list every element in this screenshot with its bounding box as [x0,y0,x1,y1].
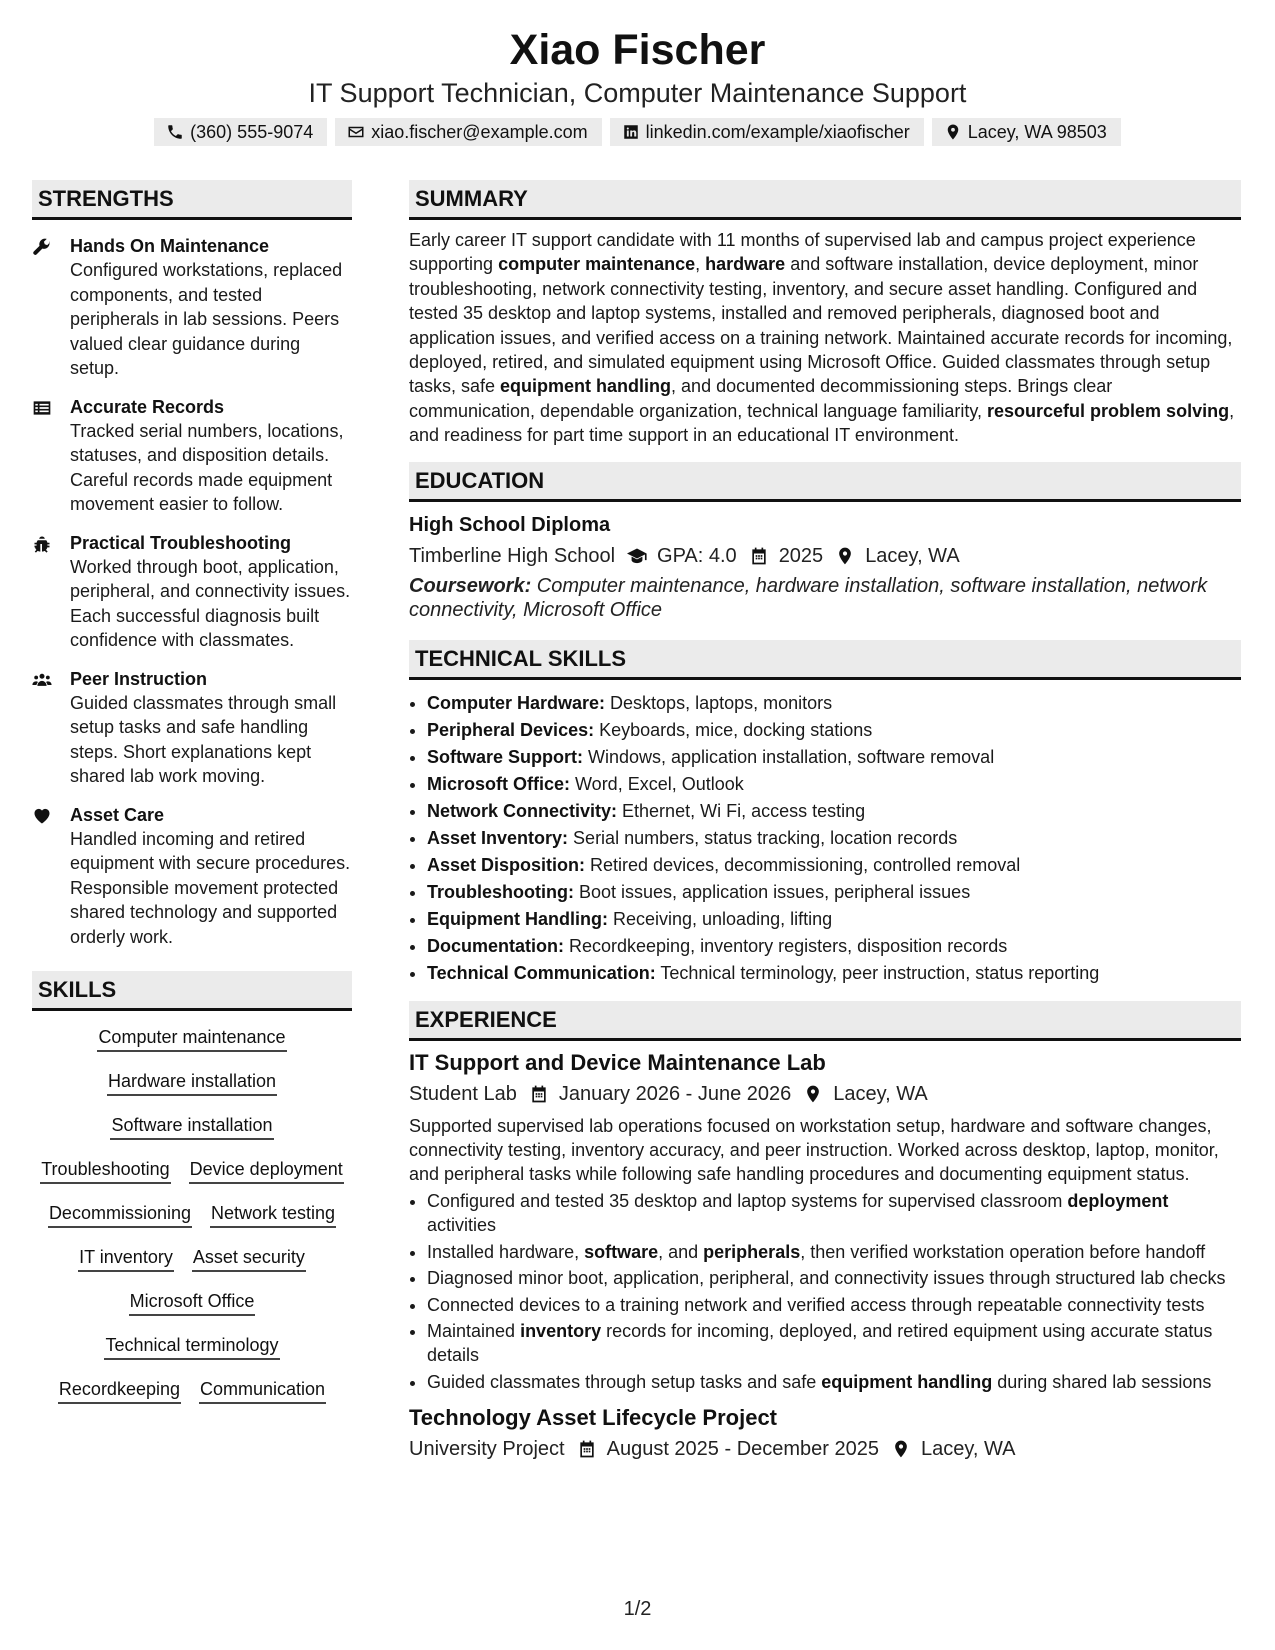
strength-item [32,531,352,653]
technical-skill-item [427,798,1241,825]
skill-tag: Computer maintenance [97,1025,286,1052]
text-segment: Early career IT support candidate with 11 months of supervised lab and campus project experience supporting [409,230,1196,275]
technical-skill-value: Boot issues, application issues, peripheral issues [573,881,971,902]
bold-keyword: peripherals [703,1241,801,1262]
technical-skill-value: Keyboards, mice, docking stations [594,719,873,740]
skill-tag: Software installation [110,1113,273,1140]
envelope-icon [347,123,365,141]
text-segment: Maintained [427,1320,521,1341]
job-meta [409,1080,1241,1108]
technical-skill-value: Technical terminology, peer instruction, status reporting [655,962,1100,983]
technical-skill-item [427,906,1241,933]
strength-item [32,395,352,517]
job-bullet [427,1293,1241,1317]
strength-title: Asset Care [70,804,165,825]
technical-skill-label: Technical Communication: [427,962,656,983]
calendar-icon [529,1084,549,1104]
contact-email-text: xiao.fischer@example.com [371,122,588,142]
text-segment: Installed hardware, [427,1241,585,1262]
candidate-name: Xiao Fischer [509,26,766,74]
job-org: University Project [409,1438,565,1461]
education-meta [409,542,1241,570]
job-dates: January 2026 - June 2026 [558,1082,792,1105]
graduation-year: 2025 [778,544,824,567]
technical-skill-label: Equipment Handling: [427,908,608,929]
linkedin-icon [622,123,640,141]
summary-heading: SUMMARY [409,180,1241,220]
job-org: Student Lab [409,1082,517,1105]
coursework [409,574,1241,622]
skill-tag: Asset security [192,1245,306,1272]
text-segment: records for incoming, deployed, and retired equipment using accurate status details [427,1320,1213,1366]
technical-skill-item [427,771,1241,798]
contact-phone[interactable] [154,118,327,146]
skill-tag: Device deployment [189,1157,344,1184]
strength-title: Peer Instruction [70,668,208,689]
coursework-list: Computer maintenance, hardware installation, software installation, network connectivity, Microsoft Office [409,574,1208,621]
job-bullets [409,1189,1241,1394]
job-bullet [427,1319,1241,1368]
technical-skill-value: Desktops, laptops, monitors [605,692,833,713]
job-bullet [427,1240,1241,1264]
text-segment: Diagnosed minor boot, application, peripheral, and connectivity issues through structured lab checks [427,1268,1226,1289]
technical-skill-item [427,852,1241,879]
page-number: 1/2 [623,1598,652,1620]
text-segment: , [695,254,706,275]
technical-skill-value: Receiving, unloading, lifting [607,908,833,929]
text-segment: activities [427,1215,497,1236]
technical-skill-label: Peripheral Devices: [427,719,595,740]
strength-desc: Handled incoming and retired equipment with secure procedures. Responsible movement protected shared technology and supported orderly work. [70,828,351,947]
bold-keyword: resourceful problem solving [987,400,1230,421]
skill-tag: Communication [199,1377,326,1404]
technical-skill-item [427,933,1241,960]
strength-title: Accurate Records [70,396,225,417]
text-segment: Configured and tested 35 desktop and laptop systems for supervised classroom [427,1190,1068,1211]
users-icon [32,670,52,690]
bold-keyword: equipment handling [821,1371,993,1392]
text-segment: , and documented decommissioning steps. Brings clear communication, dependable organization, technical language familiarity, [409,376,1113,421]
technical-skill-item [427,690,1241,717]
technical-skill-value: Ethernet, Wi Fi, access testing [617,800,866,821]
technical-skill-label: Computer Hardware: [427,692,606,713]
technical-skill-label: Microsoft Office: [427,773,571,794]
bold-keyword: inventory [520,1320,602,1341]
heart-icon [32,806,52,826]
job-entry [409,1049,1241,1394]
skill-tag: Hardware installation [107,1069,277,1096]
technical-skill-item [427,879,1241,906]
calendar-icon [749,546,769,566]
strength-title: Hands On Maintenance [70,236,270,256]
text-segment: , then verified workstation operation before handoff [800,1241,1206,1262]
technical-skill-label: Software Support: [427,746,583,767]
contact-bar [0,118,1275,146]
left-column [32,180,352,1404]
technical-skill-label: Network Connectivity: [427,800,618,821]
experience-heading: EXPERIENCE [409,1001,1241,1041]
right-column [409,180,1241,1463]
bold-keyword: deployment [1067,1190,1169,1211]
skills-list [32,1025,352,1404]
strength-desc: Guided classmates through small setup tasks and safe handling steps. Short explanations kept shared lab work moving. [70,692,337,786]
job-title: IT Support and Device Maintenance Lab [409,1049,826,1075]
bold-keyword: hardware [705,254,786,275]
contact-location [932,118,1121,146]
technical-skill-value: Serial numbers, status tracking, location records [568,827,958,848]
bold-keyword: software [584,1241,659,1262]
job-location: Lacey, WA [921,1438,1016,1461]
bold-keyword: computer maintenance [498,254,696,275]
job-bullet [427,1266,1241,1290]
technical-skills-heading: TECHNICAL SKILLS [409,640,1241,680]
technical-skill-value: Windows, application installation, software removal [583,746,995,767]
technical-skill-item [427,717,1241,744]
technical-skill-value: Retired devices, decommissioning, controlled removal [585,854,1021,875]
list-icon [32,398,52,418]
technical-skills-list [409,690,1241,987]
contact-phone-text: (360) 555-9074 [190,122,314,142]
map-pin-icon [835,546,855,566]
technical-skill-label: Asset Inventory: [427,827,569,848]
technical-skill-value: Word, Excel, Outlook [570,773,744,794]
technical-skill-label: Documentation: [427,935,564,956]
skill-tag: Decommissioning [48,1201,192,1228]
strength-item [32,234,352,381]
contact-linkedin-text: linkedin.com/example/xiaofischer [645,122,910,142]
job-description: Supported supervised lab operations focused on workstation setup, hardware and software changes, connectivity testing, inventory accuracy, and peer instruction. Worked across desktop, laptop, monitor, and peripheral tasks while following safe handling procedures and documenting equipment status. [409,1115,1219,1185]
school-location: Lacey, WA [865,544,960,567]
candidate-title: IT Support Technician, Computer Maintenance Support [308,78,967,108]
experience-list [409,1049,1241,1463]
strength-desc: Tracked serial numbers, locations, statuses, and disposition details. Careful records made equipment movement easier to follow. [70,420,344,514]
job-location: Lacey, WA [833,1082,928,1105]
technical-skill-item [427,744,1241,771]
gpa: GPA: 4.0 [657,544,737,567]
technical-skill-item [427,825,1241,852]
strengths-heading: STRENGTHS [32,180,352,220]
job-entry [409,1404,1241,1463]
bold-keyword: equipment handling [500,376,672,397]
text-segment: Guided classmates through setup tasks and safe [427,1371,822,1392]
contact-location-text: Lacey, WA 98503 [967,122,1107,142]
skill-tag: Technical terminology [104,1333,279,1360]
skill-tag: Troubleshooting [40,1157,170,1184]
job-bullet [427,1370,1241,1394]
degree: High School Diploma [409,513,611,536]
text-segment: and software installation, device deployment, minor troubleshooting, network connectivity testing, inventory, and secure asset handling. Configured and tested 35 desktop and laptop systems, installed and removed peripherals, diagnosed boot and application issues, and verified access on a training network. Maintained accurate records for incoming, deployed, retired, and simulated equipment using Microsoft Office. Guided classmates through setup tasks, safe [409,254,1233,397]
map-pin-icon [891,1439,911,1459]
strength-desc: Configured workstations, replaced components, and tested peripherals in lab sessions. Peers valued clear guidance during setup. [70,260,343,378]
job-dates: August 2025 - December 2025 [606,1438,880,1461]
strength-item [32,667,352,789]
technical-skill-item [427,960,1241,987]
strength-desc: Worked through boot, application, peripheral, and connectivity issues. Each successful diagnosis built confidence with classmates. [70,556,351,650]
strength-title: Practical Troubleshooting [70,532,292,553]
technical-skill-value: Recordkeeping, inventory registers, disposition records [564,935,1008,956]
contact-email[interactable] [335,118,601,146]
phone-icon [166,123,184,141]
skill-tag: Network testing [210,1201,336,1228]
strength-item [32,803,352,950]
job-title: Technology Asset Lifecycle Project [409,1405,778,1431]
job-meta [409,1435,1241,1463]
education-heading: EDUCATION [409,462,1241,502]
technical-skill-label: Troubleshooting: [427,881,574,902]
skill-tag: Recordkeeping [58,1377,181,1404]
text-segment: , and readiness for part time support in an educational IT environment. [409,400,1235,446]
skill-tag: Microsoft Office [129,1289,256,1316]
calendar-icon [577,1439,597,1459]
technical-skill-label: Asset Disposition: [427,854,586,875]
graduation-cap-icon [627,546,647,566]
bug-icon [32,534,52,554]
school-name: Timberline High School [409,544,616,567]
summary-text [409,228,1241,448]
map-pin-icon [803,1084,823,1104]
coursework-label: Coursework: [409,574,532,597]
contact-linkedin[interactable] [610,118,924,146]
wrench-icon [32,237,52,257]
text-segment: Connected devices to a training network and verified access through repeatable connectivity tests [427,1294,1205,1315]
text-segment: , and [658,1241,704,1262]
text-segment: during shared lab sessions [992,1371,1212,1392]
resume-header [0,0,1275,146]
job-bullet [427,1189,1241,1238]
skills-heading: SKILLS [32,971,352,1011]
skill-tag: IT inventory [78,1245,174,1272]
map-pin-icon [944,123,962,141]
